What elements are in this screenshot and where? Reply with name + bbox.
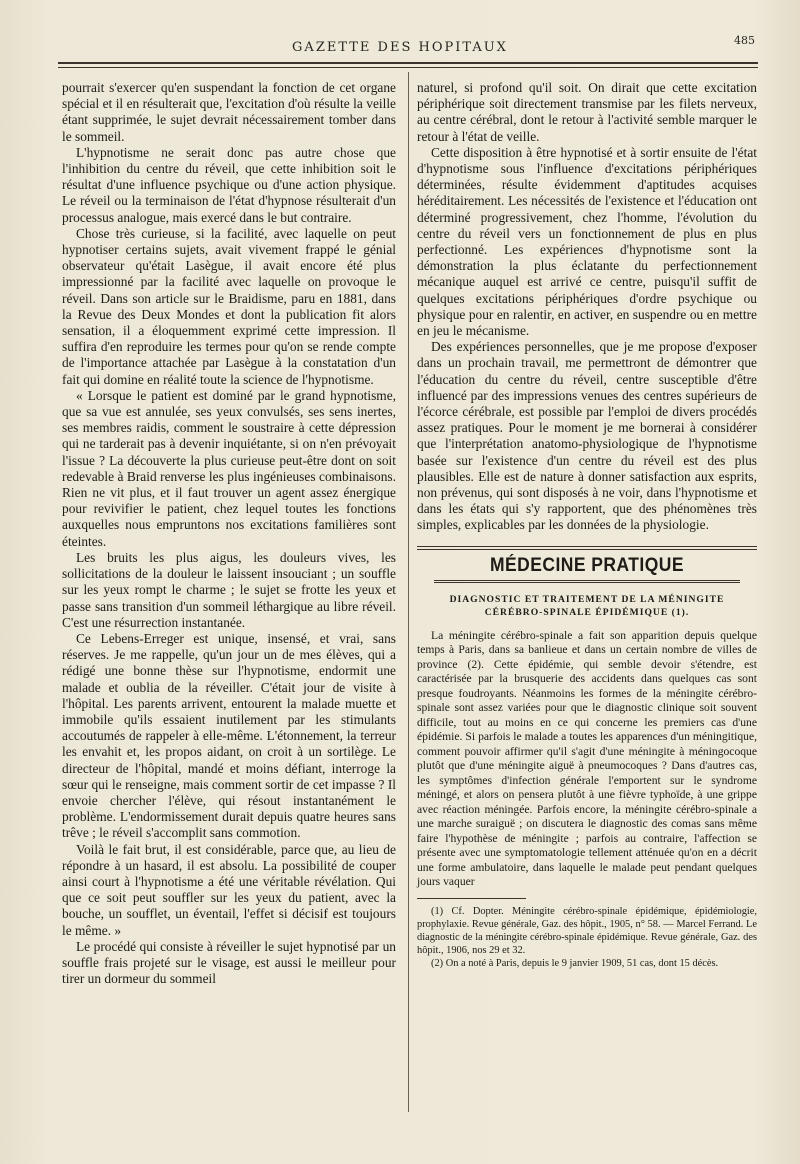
right-paragraph: Des expériences personnelles, que je me propose d'exposer dans un prochain travail, me permettront de démontrer que l'éducation du centre du réveil, centre susceptible d'être influencé par des impressions venues des centres supérieurs de l'écorce cérébrale, est possible par l'emploi de divers procédés assez pratiques. Pour le moment je me bornerai à considérer que l'interprétation anatomo-physiologique de l'hypnotisme basée sur l'existence d'un centre du réveil est des plus plausibles. Elle est de nature à donner satisfaction aux esprits, non prévenus, qui sont disposés à ne voir, dans l'hypnotisme et dans les états qui s'y rapportent, que des phénomènes très simples, explicables par les données de la physiologie. — [417, 339, 757, 533]
article-subheading — [417, 593, 757, 619]
section-title-rule — [434, 580, 740, 583]
right-column — [417, 80, 757, 970]
left-paragraph: Voilà le fait brut, il est considérable, parce que, au lieu de répondre à un hasard, il est absolu. La possibilité de couper ainsi court à l'hypnotisme a été une véritable révélation. Qui que ce soit peut souffler sur les yeux du patient, avec la bouche, un soufflet, un éventail, l'effet si décisif est toujours le même. » — [62, 841, 396, 938]
article-body — [417, 629, 757, 890]
footnote: (1) Cf. Dopter. Méningite cérébro-spinale épidémique, épidémiologie, prophylaxie. Revue générale, Gaz. des hôpit., 1905, n° 58. — Marcel Ferrand. Le diagnostic de la méningite cérébro-spinale épidémique. Revue générale, Gaz. des hôpit., 1906, nos 29 et 32. — [417, 905, 757, 956]
left-paragraph: Les bruits les plus aigus, les douleurs vives, les sollicitations de la douleur le laissent insouciant ; un souffle sur les yeux rompt le charme ; le sujet se frotte les yeux et passe sans transition d'un sommeil léthargique au libre réveil. C'est une résurrection instantanée. — [62, 549, 396, 630]
subheading-line: DIAGNOSTIC ET TRAITEMENT DE LA MÉNINGITE — [449, 593, 725, 605]
right-paragraph: naturel, si profond qu'il soit. On dirait que cette excitation périphérique soit directement transmise par les filets nerveux, au centre cérébral, dont le retour à l'activité semble marquer le retour à l'état de veille. — [417, 80, 757, 144]
footnotes — [417, 905, 757, 970]
page-header-title: GAZETTE DES HOPITAUX — [292, 40, 508, 55]
left-paragraph: « Lorsque le patient est dominé par le grand hypnotisme, que sa vue est annulée, ses yeux convulsés, ses sens inertes, ses membres raidis, comment le soustraire à cette dépression qui ne tarderait pas à devenir inquiétante, si on n'en prévoyait l'issue ? La découverte la plus curieuse peut-être dont on soit redevable à Braid renverse les plus ingénieuses combinaisons. Rien ne vit plus, et il faut trouver un agent assez énergique pour revivifier le patient, chez lequel toutes les fonctions auxquelles nous empruntons nos excitations familières sont éteintes. — [62, 387, 396, 549]
left-paragraph: pourrait s'exercer qu'en suspendant la fonction de cet organe spécial et il en résulterait que, l'excitation d'où résulte la veille étant supprimée, le sujet devrait nécessairement tomber dans le sommeil. — [62, 80, 396, 144]
left-paragraph: Ce Lebens-Erreger est unique, insensé, et vrai, sans réserves. Je me rappelle, qu'un jour un de mes élèves, qui a rédigé une bonne thèse sur l'hypnotisme, endormit une malade et oublia de la réveiller. C'était jour de visite à l'hôpital. Les parents arrivent, entourent la malade muette et immobile qu'ils essaient inutilement par les stimulants accoutumés de rappeler à elle-même. L'étonnement, la terreur les envahit et, les propos aidant, on croit à un sortilège. Le directeur de l'hôpital, mandé et moins défiant, interroge la sœur qui le renseigne, mais comment sortir de cet impasse ? Il envoie chercher l'élève, qui résout instantanément le problème. L'endormissement durait depuis quatre heures sans trêve ; le réveil s'accomplit sans commotion. — [62, 630, 396, 841]
footnote: (2) On a noté à Paris, depuis le 9 janvier 1909, 51 cas, dont 15 décès. — [431, 957, 719, 969]
right-paragraph: Cette disposition à être hypnotisé et à sortir ensuite de l'état d'hypnotisme sous l'influence d'excitations périphériques déterminées, résulte évidemment d'aptitudes acquises héréditairement. Les nécessités de l'existence et l'éducation ont déterminé progressivement, chez l'homme, l'évolution du centre du réveil vers un fonctionnement de plus en plus perfectionné. Les expériences d'hypnotisme sont la démonstration la plus éclatante du perfectionnement mécanique auquel est arrivé ce centre, puisqu'il suffit de quelques excitations périphériques d'ordre psychique ou physique pour en ralentir, en activer, en suspendre ou en mettre en jeu le mécanisme. — [417, 144, 757, 339]
left-paragraph: Chose très curieuse, si la facilité, avec laquelle on peut hypnotiser certains sujets, avait vivement frappé le génial observateur qu'était Lasègue, il avait encore été plus impressionné par la facilité avec laquelle on provoque le réveil. Dans son article sur le Braidisme, paru en 1881, dans la Revue des Deux Mondes et dont la publication fit alors sensation, il a éloquemment exprimé cette impression. Il suffira d'en reproduire les termes pour qu'on se rende compte de l'importance attachée par Lasègue à la constatation d'un fait qui domine en réalité toute la science de l'hypnotisme. — [62, 225, 396, 387]
section-title: MÉDECINE PRATIQUE — [490, 554, 684, 576]
header-rule — [58, 62, 758, 64]
footnote-rule — [417, 898, 526, 899]
subheading-line: CÉRÉBRO-SPINALE ÉPIDÉMIQUE (1). — [484, 606, 690, 618]
left-paragraph: Le procédé qui consiste à réveiller le sujet hypnotisé par un souffle frais projeté sur le visage, est aussi le meilleur pour tirer un dormeur du sommeil — [62, 938, 396, 987]
left-paragraph: L'hypnotisme ne serait donc pas autre chose que l'inhibition du centre du réveil, que cette inhibition soit le résultat d'une influence psychique ou d'une action physique. Le réveil ou la terminaison de l'état d'hypnose résulterait d'un processus analogue, mais exercé dans le but contraire. — [62, 144, 396, 225]
left-column — [62, 80, 396, 987]
page-number: 485 — [734, 34, 755, 47]
section-separator — [417, 546, 757, 550]
header-rule-thin — [58, 67, 758, 68]
article-paragraph: La méningite cérébro-spinale a fait son apparition depuis quelque temps à Paris, dans sa banlieue et dans un certain nombre de villes de province (2). Cette épidémie, qui semble devoir s'étendre, est caractérisée par la brusquerie des accidents dans quelques cas sont presque foudroyants. Néanmoins les formes de la méningite cérébro-spinale sont assez variées pour que le diagnostic clinique soit souvent difficile, tout au moins en ce qui concerne les premiers cas d'une épidémie. Si parfois le malade a toutes les apparences d'un méningitique, comment pouvoir affirmer qu'il s'agit d'une méningite à méningocoque plutôt que d'une méningite aiguë à pneumocoques ? Dans d'autres cas, les symptômes d'infection générale l'emportent sur le syndrome méningé, et alors on pensera plutôt à une fièvre typhoïde, à une grippe avec réaction méningée. Parfois encore, la méningite cérébro-spinale a une marche suraiguë ; on discutera le diagnostic des comas sans même faire l'hypothèse de méningite ; parfois au contraire, l'affection se présente avec une symptomatologie tellement atténuée qu'on en a décrit une forme ambulatoire, dans laquelle le malade peut pendant quelques jours vaquer — [417, 628, 757, 889]
column-divider — [408, 72, 409, 1112]
